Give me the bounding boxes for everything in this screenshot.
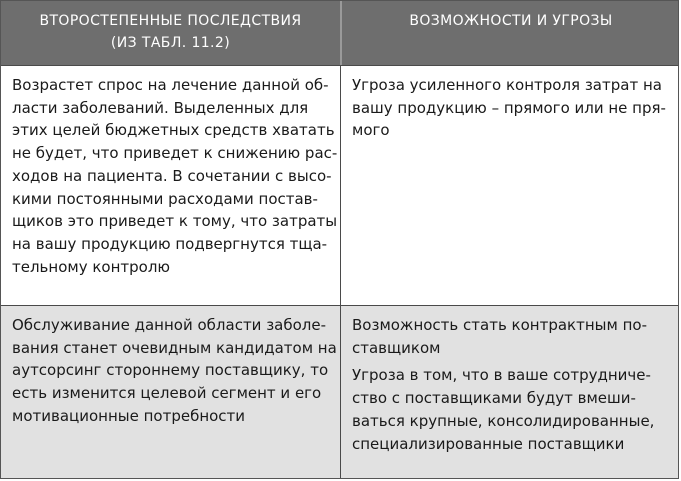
row1-col1-line: ласти заболеваний. Выделенных для xyxy=(12,98,309,117)
row2-col1-line: мотивационные потребности xyxy=(12,406,246,425)
row1-consequence-cell xyxy=(1,66,340,305)
row1-opportunity-cell xyxy=(340,66,679,305)
row2-col2-line: ство с поставщиками будут вмеши- xyxy=(352,389,636,408)
row2-threat-paragraph xyxy=(352,364,671,455)
header-col1-line2: (ИЗ ТАБЛ. 11.2) xyxy=(110,35,231,51)
row2-consequence-cell xyxy=(1,306,340,479)
table-row xyxy=(1,65,679,305)
row2-col1-line: Обслуживание данной области заболе- xyxy=(12,316,327,334)
header-col2-title: ВОЗМОЖНОСТИ И УГРОЗЫ xyxy=(409,13,613,29)
row2-col2-line: ставщиком xyxy=(352,338,441,357)
row2-col2-line: Возможность стать контрактным по- xyxy=(352,316,647,334)
row1-col1-line: тельному контролю xyxy=(12,257,171,276)
row1-col2-line: вашу продукцию – прямого или не пря- xyxy=(352,98,666,117)
header-cell-opportunities-threats xyxy=(340,1,679,65)
table-row xyxy=(1,305,679,479)
row1-col1-line: щиков это приведет к тому, что затраты xyxy=(12,212,338,231)
row1-col1-line: ходов на пациента. В сочетании с высо- xyxy=(12,166,332,185)
row1-col1-line: этих целей бюджетных средств хватать xyxy=(12,121,335,140)
row1-col1-line: на вашу продукцию подвергнутся тща- xyxy=(12,234,328,253)
row1-col1-line: Возрастет спрос на лечение данной об- xyxy=(12,76,329,94)
row1-col2-line: Угроза усиленного контроля затрат на xyxy=(352,76,662,94)
row2-col1-line: аутсорсинг стороннему поставщику, то xyxy=(12,361,329,380)
row2-opportunity-cell xyxy=(340,306,679,479)
row2-col1-line: есть изменится целевой сегмент и его xyxy=(12,384,322,403)
header-col1-line1: ВТОРОСТЕПЕННЫЕ ПОСЛЕДСТВИЯ xyxy=(39,13,302,29)
row1-col1-line: не будет, что приведет к снижению рас- xyxy=(12,144,338,163)
row2-opportunity-paragraph xyxy=(352,314,671,359)
row2-col1-line: вания станет очевидным кандидатом на xyxy=(12,338,337,357)
row1-col1-line: кими постоянными расходами постав- xyxy=(12,189,318,208)
row2-col2-line: Угроза в том, что в ваше сотрудниче- xyxy=(352,366,651,385)
row2-col2-line: ваться крупные, консолидированные, xyxy=(352,411,655,430)
row1-col2-line: мого xyxy=(352,121,390,140)
row2-col2-line: специализированные поставщики xyxy=(352,434,625,453)
header-cell-secondary-consequences xyxy=(1,1,340,65)
table-header-row xyxy=(1,1,679,65)
